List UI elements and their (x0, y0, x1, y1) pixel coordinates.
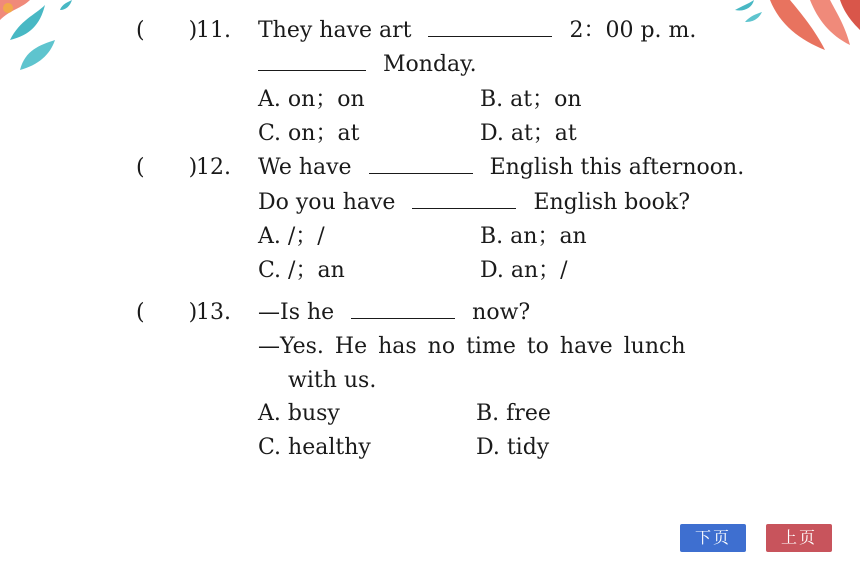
leaf-decoration-left-icon (0, 0, 90, 90)
question-stem-line: —Yes. He has no time to have lunch (258, 334, 686, 359)
option-b: B. an；an (480, 224, 587, 249)
stem-text: English this afternoon. (489, 155, 745, 180)
answer-parenthesis: ( ) (136, 18, 198, 43)
option-c: C. healthy (258, 435, 371, 460)
previous-page-button[interactable]: 上页 (766, 524, 832, 552)
answer-blank (428, 16, 552, 37)
next-page-button[interactable]: 下页 (680, 524, 746, 552)
question-stem-line (258, 298, 530, 328)
answer-blank (258, 50, 366, 71)
question-stem-line (258, 188, 690, 218)
stem-text: They have art (258, 18, 412, 43)
option-c: C. /；an (258, 258, 345, 283)
option-a: A. on；on (258, 87, 365, 112)
option-d: D. at；at (480, 121, 577, 146)
option-c: C. on；at (258, 121, 360, 146)
question-stem-line (258, 50, 477, 80)
answer-parenthesis: ( ) (136, 300, 198, 325)
answer-blank (369, 153, 473, 174)
question-stem-line: with us. (288, 368, 377, 393)
stem-text: now? (472, 300, 531, 325)
stem-text: We have (258, 155, 352, 180)
question-stem-line (258, 153, 744, 183)
question-number: 13. (196, 300, 231, 325)
option-b: B. free (476, 401, 551, 426)
question-stem-line (258, 16, 696, 46)
answer-blank (351, 298, 455, 319)
option-a: A. busy (258, 401, 340, 426)
stem-text: 2：00 p. m. (569, 18, 697, 43)
answer-parenthesis: ( ) (136, 155, 198, 180)
stem-text: Monday. (383, 52, 477, 77)
stem-text: Do you have (258, 190, 396, 215)
stem-text: —Is he (258, 300, 335, 325)
option-d: D. an；/ (480, 258, 568, 283)
option-d: D. tidy (476, 435, 550, 460)
option-b: B. at；on (480, 87, 582, 112)
question-number: 12. (196, 155, 231, 180)
option-a: A. /；/ (258, 224, 325, 249)
answer-blank (412, 188, 516, 209)
leaf-decoration-right-icon (730, 0, 860, 70)
question-number: 11. (196, 18, 231, 43)
stem-text: English book? (533, 190, 690, 215)
